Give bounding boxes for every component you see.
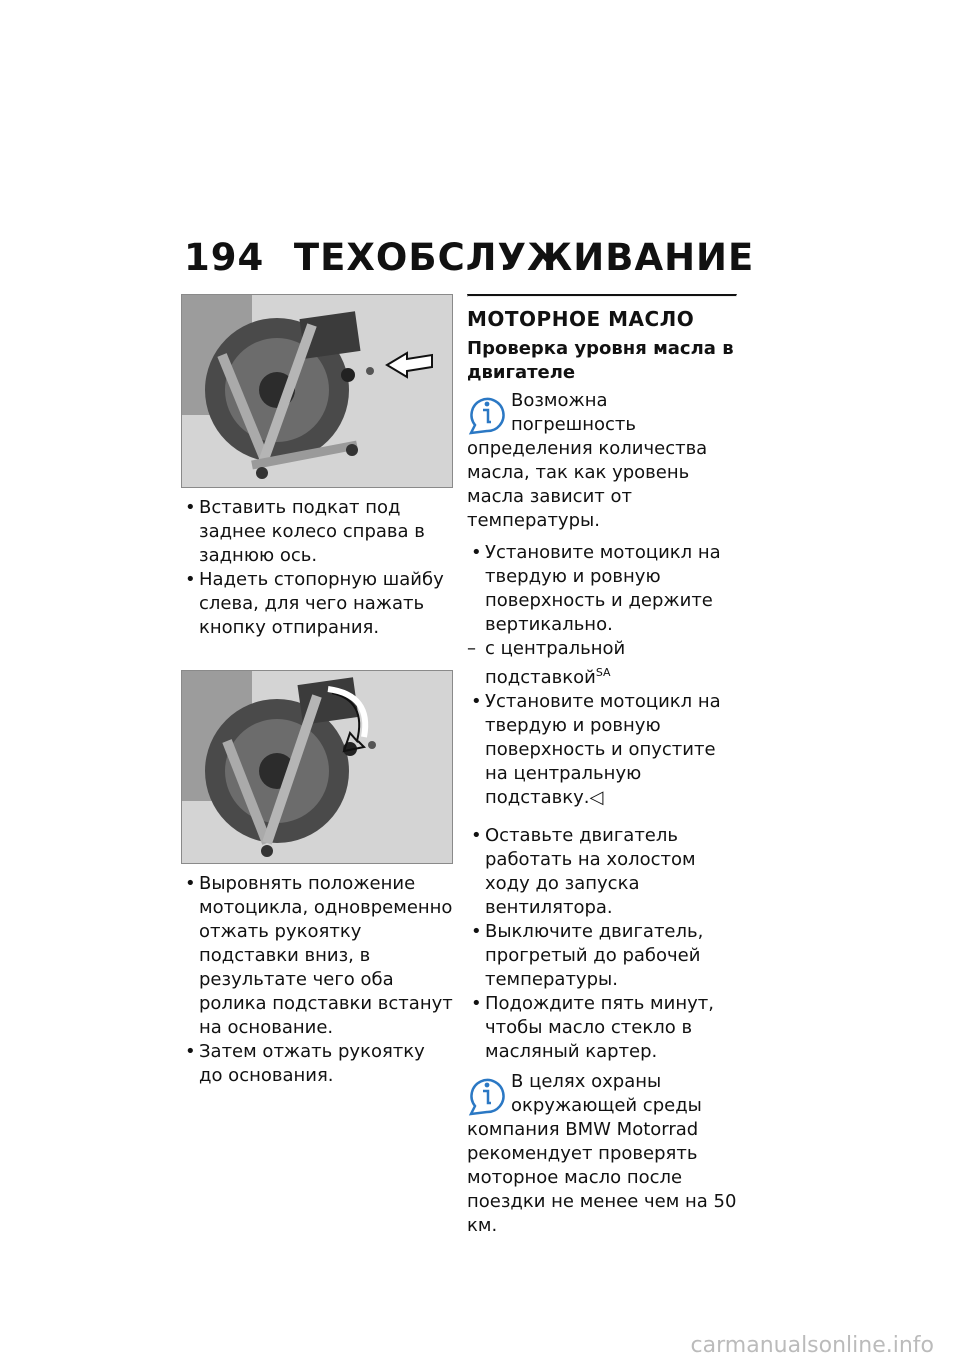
info-icon bbox=[467, 1072, 507, 1116]
list-item: • Затем отжать рукоятку до основания. bbox=[181, 1040, 453, 1088]
option-code: SA bbox=[595, 666, 611, 679]
condition-text: с центральной подставкой bbox=[485, 638, 626, 688]
subsection-title: Проверка уровня масла в двигателе bbox=[467, 338, 734, 383]
list-item bbox=[467, 690, 737, 810]
page-number: 194 bbox=[184, 236, 265, 279]
note-text: Возможна погрешность определения количества масла, так как уровень масла зависит от температуры. bbox=[467, 390, 708, 531]
info-note-2 bbox=[467, 1070, 737, 1238]
list-item: • Оставьте двигатель работать на холостом ходу до запуска вентилятора. bbox=[467, 824, 737, 920]
figure-stand-lift bbox=[181, 670, 453, 864]
steps-list-b bbox=[467, 690, 737, 810]
note-text: В целях охраны окружающей среды компания BMW Motorrad рекомендует проверять моторное масло после поездки не менее чем на 50 км. bbox=[467, 1071, 737, 1236]
section-title: МОТОРНОЕ МАСЛО bbox=[467, 307, 695, 331]
steps-list-c bbox=[467, 824, 737, 1064]
steps-list-1 bbox=[181, 496, 453, 640]
list-item: • Выключите двигатель, прогретый до рабочей температуры. bbox=[467, 920, 737, 992]
right-column bbox=[467, 294, 737, 1238]
list-item: • Установите мотоцикл на твердую и ровную поверхность и держите вертикально. bbox=[467, 541, 737, 637]
figure-stand-insert bbox=[181, 294, 453, 488]
list-item: • Подождите пять минут, чтобы масло стекло в масляный картер. bbox=[467, 992, 737, 1064]
page-header bbox=[184, 236, 754, 279]
condition-item bbox=[467, 637, 737, 690]
list-item-text: Установите мотоцикл на твердую и ровную поверхность и опустите на центральную подставку. bbox=[485, 691, 721, 808]
steps-list-2 bbox=[181, 872, 453, 1088]
list-item: • Надеть стопорную шайбу слева, для чего нажать кнопку отпирания. bbox=[181, 568, 453, 640]
info-icon bbox=[467, 391, 507, 435]
chapter-title: ТЕХОБСЛУЖИВАНИЕ bbox=[293, 236, 755, 279]
section-divider bbox=[467, 294, 737, 297]
info-note-1 bbox=[467, 389, 737, 533]
list-item: • Вставить подкат под заднее колесо справа в заднюю ось. bbox=[181, 496, 453, 568]
left-column bbox=[181, 294, 453, 1088]
steps-list-a bbox=[467, 541, 737, 637]
watermark: carmanualsonline.info bbox=[690, 1333, 934, 1358]
list-item: • Выровнять положение мотоцикла, одновременно отжать рукоятку подставки вниз, в результате чего оба ролика подставки встанут на основание. bbox=[181, 872, 453, 1040]
end-mark-icon: ◁ bbox=[589, 787, 604, 808]
